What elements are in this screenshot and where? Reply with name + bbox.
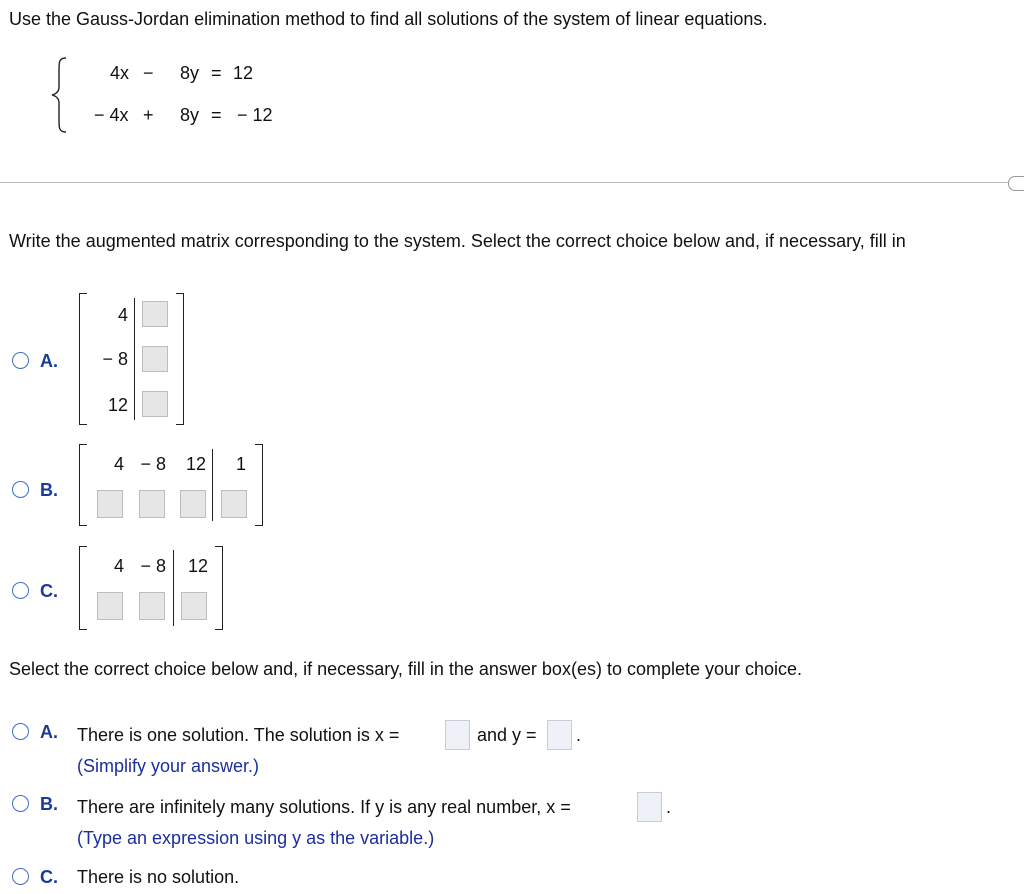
solution-option-b-period: . bbox=[666, 797, 672, 817]
left-brace bbox=[50, 56, 68, 134]
matrix-b-cell: 4 bbox=[113, 454, 124, 474]
matrix-c-answer-box[interactable] bbox=[97, 592, 123, 620]
matrix-a-cell: 4 bbox=[117, 305, 128, 325]
eq1-term2: 8y bbox=[180, 63, 200, 83]
matrix-b-right-bracket bbox=[255, 444, 263, 526]
eq2-operator: + bbox=[143, 105, 154, 125]
solution-option-b-text: There are infinitely many solutions. If y is any real number, x = bbox=[77, 797, 571, 817]
solution-option-c-radio[interactable] bbox=[12, 868, 29, 885]
matrix-option-a-letter: A. bbox=[40, 351, 58, 371]
matrix-b-cell: 12 bbox=[185, 454, 206, 474]
matrix-b-left-bracket bbox=[79, 444, 87, 526]
matrix-b-cell: − 8 bbox=[140, 454, 166, 474]
matrix-option-c-letter: C. bbox=[40, 581, 58, 601]
solution-option-a-period: . bbox=[576, 725, 582, 745]
section-divider bbox=[0, 182, 1014, 183]
matrix-a-cell: − 8 bbox=[102, 349, 128, 369]
solution-option-a-radio[interactable] bbox=[12, 723, 29, 740]
part2-prompt: Select the correct choice below and, if necessary, fill in the answer box(es) to complete your choice. bbox=[9, 659, 803, 679]
matrix-c-cell: − 8 bbox=[140, 556, 166, 576]
matrix-a-answer-box[interactable] bbox=[142, 346, 168, 372]
eq2-rhs: − 12 bbox=[237, 105, 273, 125]
eq2-equals: = bbox=[211, 105, 222, 125]
instruction-text: Use the Gauss-Jordan elimination method to find all solutions of the system of linear equations. bbox=[9, 9, 768, 29]
matrix-c-left-bracket bbox=[79, 546, 87, 630]
eq1-rhs: 12 bbox=[233, 63, 254, 83]
solution-option-c-letter: C. bbox=[40, 867, 58, 887]
matrix-a-right-bracket bbox=[176, 293, 184, 425]
solution-option-c-text: There is no solution. bbox=[77, 867, 240, 887]
solution-option-b-hint: (Type an expression using y as the variable.) bbox=[77, 828, 435, 848]
matrix-a-left-bracket bbox=[79, 293, 87, 425]
matrix-b-augment-bar bbox=[212, 449, 213, 521]
matrix-b-answer-box[interactable] bbox=[97, 490, 123, 518]
matrix-c-cell: 4 bbox=[113, 556, 124, 576]
x-answer-box[interactable] bbox=[445, 720, 470, 750]
matrix-a-cell: 12 bbox=[107, 395, 128, 415]
matrix-b-answer-box[interactable] bbox=[139, 490, 165, 518]
matrix-c-augment-bar bbox=[173, 550, 174, 626]
solution-option-a-hint: (Simplify your answer.) bbox=[77, 756, 260, 776]
x-expression-box[interactable] bbox=[637, 792, 662, 822]
matrix-c-answer-box[interactable] bbox=[139, 592, 165, 620]
solution-option-a-text: There is one solution. The solution is x = bbox=[77, 725, 400, 745]
eq1-term1: 4x bbox=[110, 63, 130, 83]
matrix-c-answer-box[interactable] bbox=[181, 592, 207, 620]
matrix-b-answer-box[interactable] bbox=[180, 490, 206, 518]
matrix-option-c-radio[interactable] bbox=[12, 582, 29, 599]
matrix-b-cell: 1 bbox=[235, 454, 246, 474]
matrix-a-answer-box[interactable] bbox=[142, 391, 168, 417]
divider-handle[interactable] bbox=[1008, 176, 1024, 191]
eq2-term2: 8y bbox=[180, 105, 200, 125]
solution-option-b-radio[interactable] bbox=[12, 795, 29, 812]
part1-prompt: Write the augmented matrix corresponding to the system. Select the correct choice below and, if necessary, fill in bbox=[9, 231, 906, 251]
solution-option-b-letter: B. bbox=[40, 794, 58, 814]
matrix-option-b-letter: B. bbox=[40, 480, 58, 500]
solution-option-a-and-y: and y = bbox=[477, 725, 537, 745]
matrix-option-a-radio[interactable] bbox=[12, 352, 29, 369]
solution-option-a-letter: A. bbox=[40, 722, 58, 742]
y-answer-box[interactable] bbox=[547, 720, 572, 750]
eq1-equals: = bbox=[211, 63, 222, 83]
matrix-a-answer-box[interactable] bbox=[142, 301, 168, 327]
matrix-b-answer-box[interactable] bbox=[221, 490, 247, 518]
matrix-option-b-radio[interactable] bbox=[12, 481, 29, 498]
eq1-operator: − bbox=[143, 63, 154, 83]
matrix-c-cell: 12 bbox=[187, 556, 208, 576]
matrix-c-right-bracket bbox=[215, 546, 223, 630]
matrix-a-augment-bar bbox=[134, 298, 135, 420]
eq2-term1: − 4x bbox=[94, 105, 129, 125]
